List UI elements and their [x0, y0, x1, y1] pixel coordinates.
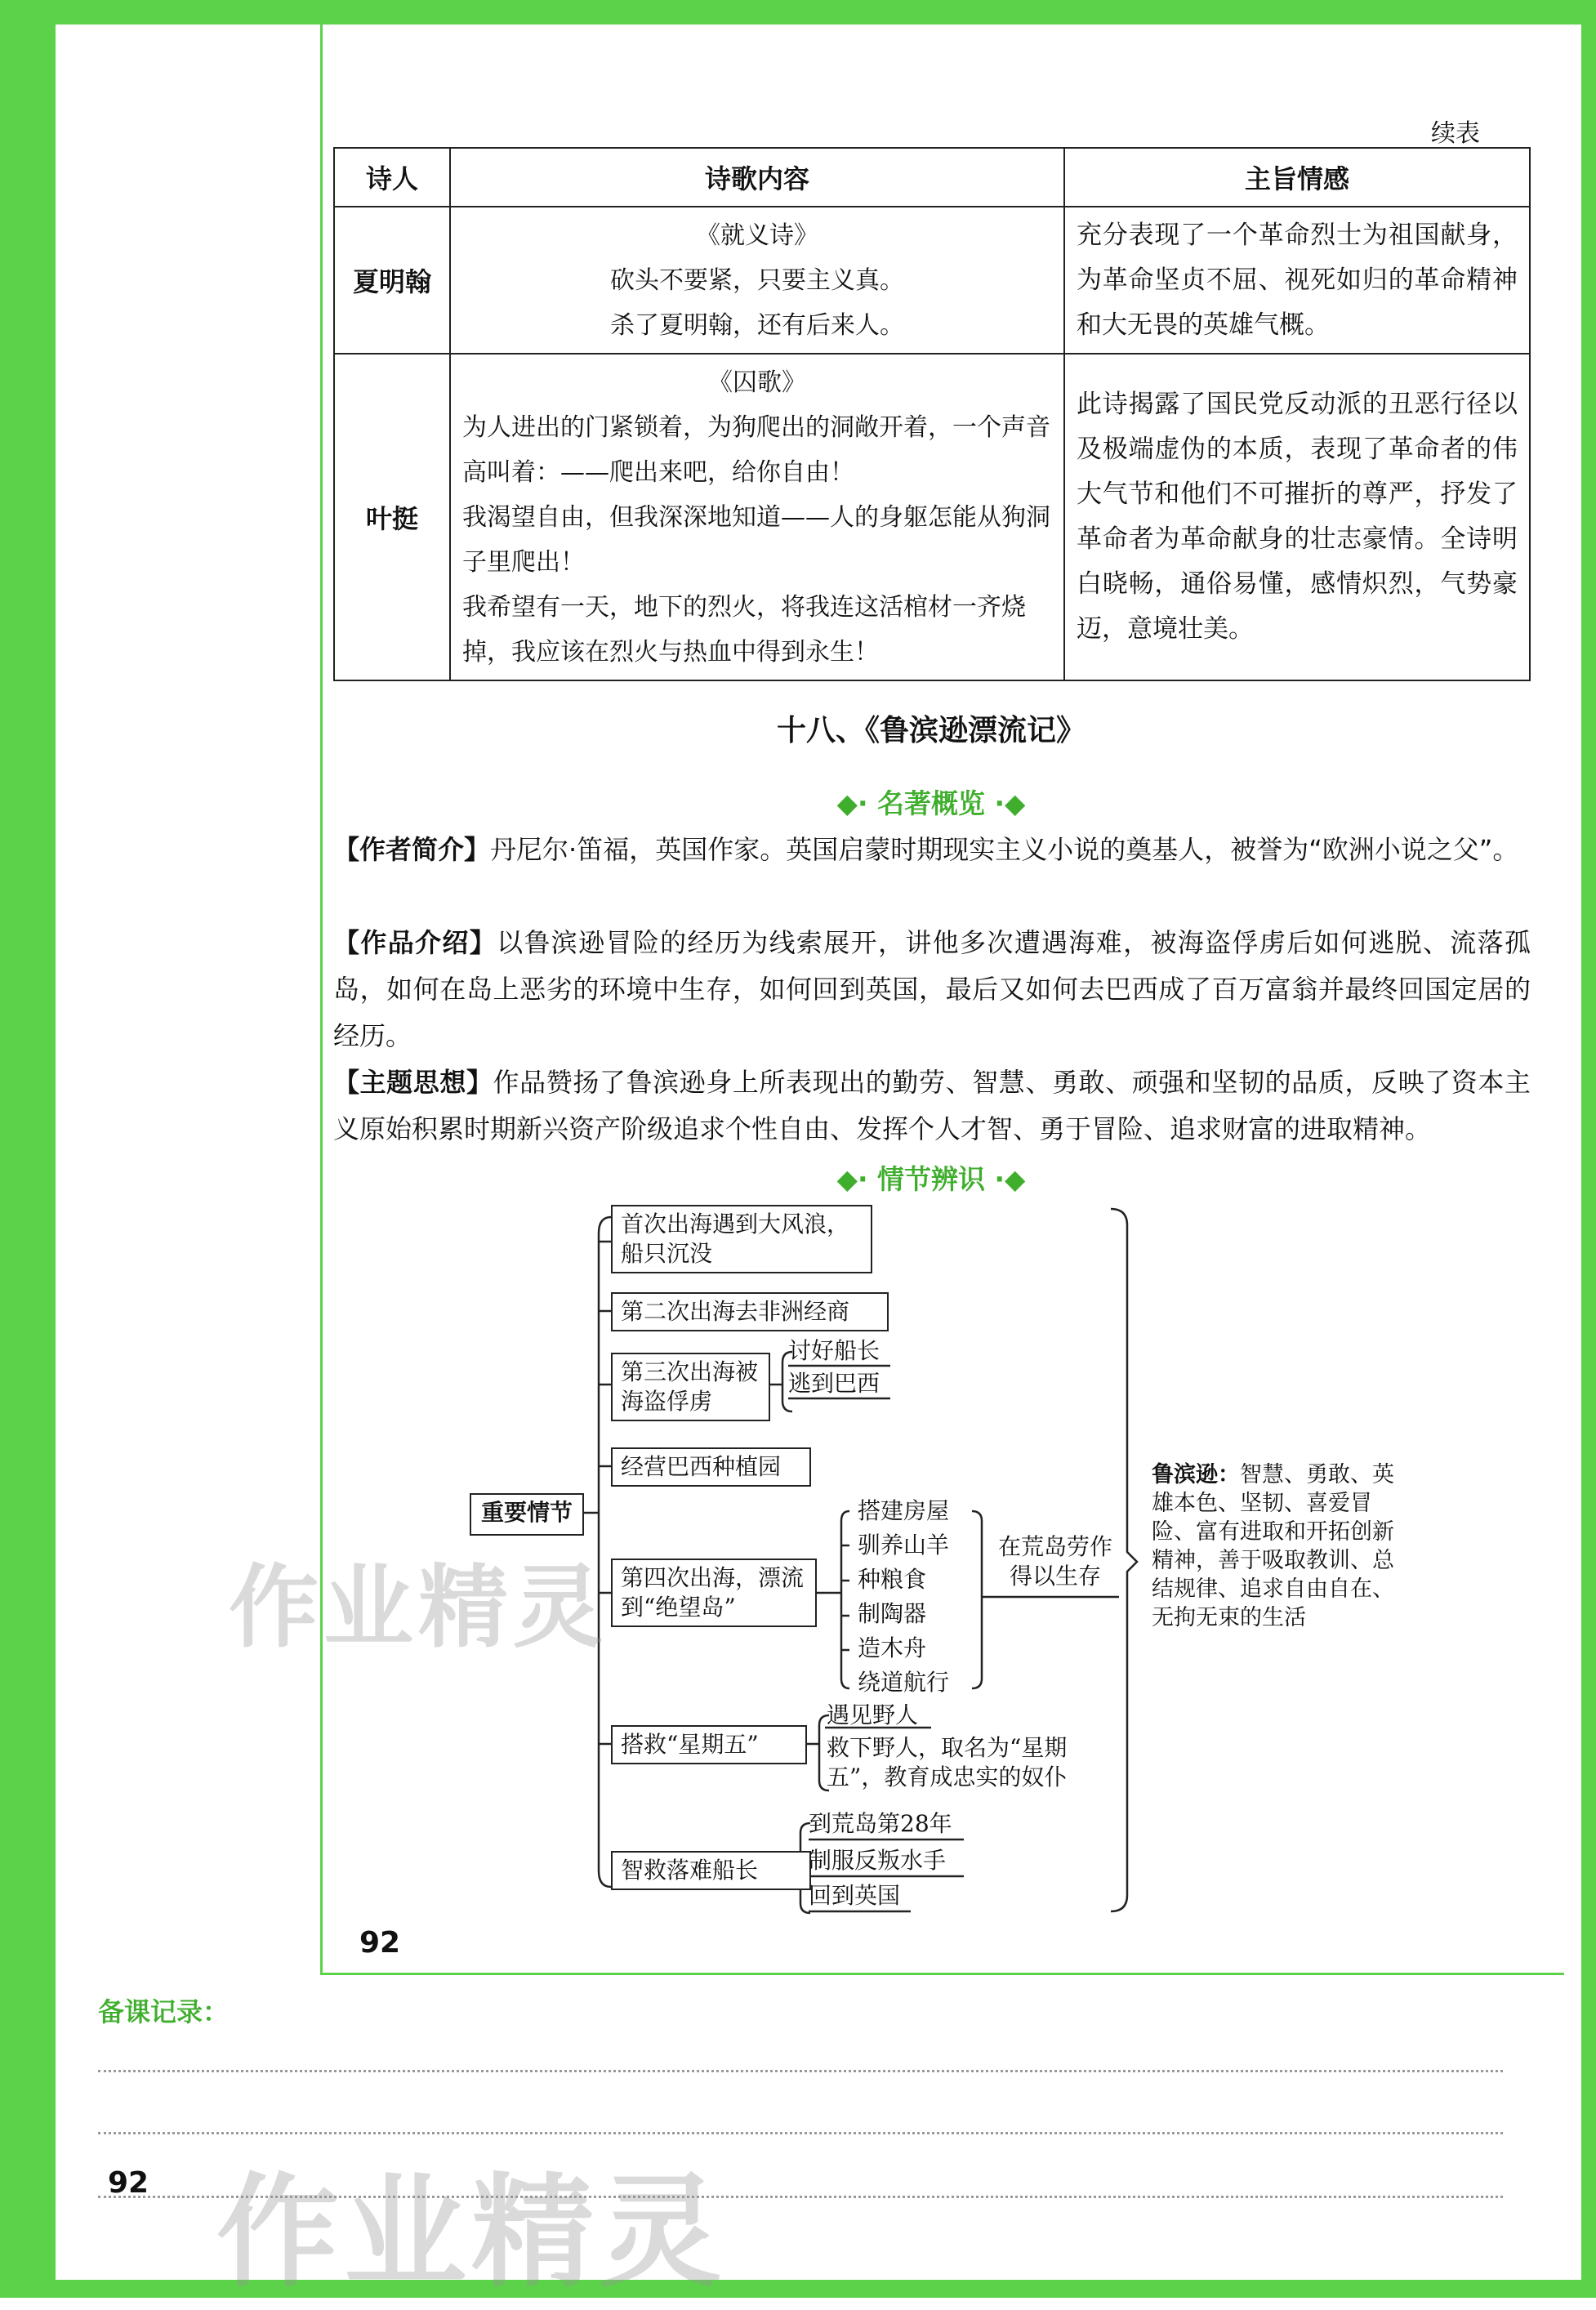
mindmap-summary	[1152, 1460, 1413, 1632]
ornament-icon: ·◆	[994, 1163, 1026, 1195]
mindmap-leaf: 救下野人，取名为“星期五”，教育成忠实的奴仆	[827, 1734, 1068, 1790]
poem-title: 《囚歌》	[708, 368, 806, 397]
mindmap-leaf: 制服反叛水手	[809, 1847, 947, 1874]
work-text: 以鲁滨逊冒险的经历为线索展开，讲他多次遭遇海难，被海盗俘虏后如何逃脱、流落孤岛，如何在岛上恶劣的环境中生存，如何回到英国，最后又如何去巴西成了百万富翁并最终回国定居的经历。	[333, 927, 1531, 1051]
mindmap-branch-5: 第四次出海，漂流到“绝望岛”	[611, 1559, 817, 1627]
theme-label: 【主题思想】	[333, 1067, 493, 1098]
header-poet: 诗人	[334, 148, 450, 207]
poem-line: 我渴望自由，但我深深地知道——人的身躯怎能从狗洞子里爬出！	[462, 502, 1050, 577]
mindmap-leaf: 回到英国	[809, 1882, 901, 1909]
theme-text: 作品赞扬了鲁滨逊身上所表现出的勤劳、智慧、勇敢、顽强和坚韧的品质，反映了资本主义原始积累时期新兴资产阶级追求个性自由、发挥个人才智、勇于冒险、追求财富的进取精神。	[333, 1067, 1531, 1144]
mindmap-branch-7: 智救落难船长	[611, 1851, 811, 1890]
poem-title: 《就义诗》	[696, 221, 818, 250]
poem-line: 杀了夏明翰，还有后来人。	[610, 310, 904, 340]
author-label: 【作者简介】	[333, 834, 491, 865]
watermark: 作业精灵	[229, 1555, 608, 1660]
poem-theme: 充分表现了一个革命烈士为祖国献身，为革命坚贞不屈、视死如归的革命精神和大无畏的英雄气概。	[1064, 207, 1530, 354]
mindmap-leaf: 造木舟	[858, 1634, 927, 1661]
mindmap-leaf: 制陶器	[858, 1600, 927, 1627]
page-number: 92	[359, 1926, 401, 1960]
mindmap-branch-3: 第三次出海被海盗俘虏	[611, 1353, 770, 1421]
mindmap-leaf: 驯养山羊	[858, 1532, 950, 1559]
summary-label: 鲁滨逊：	[1152, 1462, 1240, 1487]
poet-name: 叶挺	[334, 354, 450, 680]
footer-page-number: 92	[108, 2166, 149, 2200]
ornament-icon: ◆·	[836, 787, 868, 819]
mindmap-root: 重要情节	[470, 1493, 584, 1536]
header-content: 诗歌内容	[450, 148, 1064, 207]
mindmap-leaf: 绕道航行	[858, 1669, 950, 1696]
mindmap-result: 在荒岛劳作得以生存	[997, 1533, 1112, 1590]
section-title: 十八、《鲁滨逊漂流记》	[776, 714, 1086, 747]
poet-name: 夏明翰	[334, 207, 450, 354]
summary-text: 智慧、勇敢、英雄本色、坚韧、喜爱冒险、富有进取和开拓创新精神，善于吸取教训、总结规律、追求自由自在、无拘无束的生活	[1152, 1462, 1394, 1630]
watermark: 作业精灵	[216, 2162, 727, 2304]
poem-line: 我希望有一天，地下的烈火，将我连这活棺材一齐烧掉，我应该在烈火与热血中得到永生！	[462, 592, 1026, 667]
mindmap-leaf: 搭建房屋	[858, 1497, 950, 1524]
work-label: 【作品介绍】	[333, 927, 497, 958]
ornament-icon: ·◆	[994, 787, 1026, 819]
mindmap-leaf: 讨好船长	[788, 1337, 880, 1364]
ornament-icon: ◆·	[836, 1163, 868, 1195]
mindmap-branch-4: 经营巴西种植园	[611, 1447, 811, 1487]
mindmap-branch-1: 首次出海遇到大风浪，船只沉没	[611, 1205, 872, 1273]
continued-label: 续表	[1431, 119, 1480, 148]
mindmap-leaf: 到荒岛第28年	[809, 1810, 952, 1837]
author-text: 丹尼尔·笛福，英国作家。英国启蒙时期现实主义小说的奠基人，被誉为“欧洲小说之父”。	[490, 834, 1519, 865]
note-line	[98, 2070, 1503, 2072]
poem-line: 为人进出的门紧锁着，为狗爬出的洞敞开着，一个声音高叫着：——爬出来吧，给你自由！	[462, 412, 1050, 487]
mindmap-branch-6: 搭救“星期五”	[611, 1725, 807, 1764]
mindmap-leaf: 逃到巴西	[788, 1370, 880, 1397]
poem-theme: 此诗揭露了国民党反动派的丑恶行径以及极端虚伪的本质，表现了革命者的伟大气节和他们不可摧折的尊严，抒发了革命者为革命献身的壮志豪情。全诗明白晓畅，通俗易懂，感情炽烈，气势豪迈，意境壮美。	[1064, 354, 1530, 680]
poem-line: 砍头不要紧，只要主义真。	[610, 265, 904, 295]
mindmap-leaf: 种粮食	[858, 1566, 927, 1593]
header-theme: 主旨情感	[1064, 148, 1530, 207]
mindmap-branch-2: 第二次出海去非洲经商	[611, 1292, 889, 1331]
mindmap-leaf: 遇见野人	[827, 1701, 919, 1728]
overview-heading-text: 名著概览	[877, 787, 985, 819]
notes-label: 备课记录：	[98, 1996, 230, 2027]
plot-heading-text: 情节辨识	[877, 1163, 985, 1195]
